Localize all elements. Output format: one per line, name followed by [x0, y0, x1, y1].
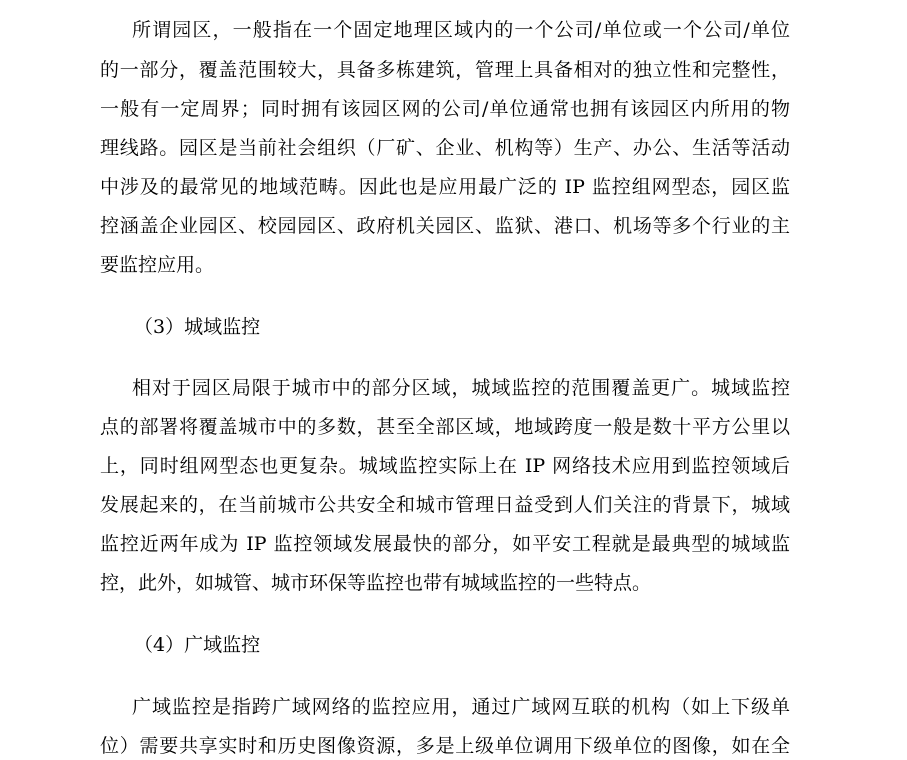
text-line: 理线路。园区是当前社会组织（厂矿、企业、机构等）生产、办公、生活等活动 — [100, 137, 790, 159]
text-line: 相对于园区局限于城市中的部分区域，城域监控的范围覆盖更广。城域监控 — [132, 377, 790, 399]
text-line: 上，同时组网型态也更复杂。城域监控实际上在 IP 网络技术应用到监控领域后 — [100, 455, 790, 477]
text-line: 中涉及的最常见的地域范畴。因此也是应用最广泛的 IP 监控组网型态，园区监 — [100, 176, 790, 198]
text-line: 控，此外，如城管、城市环保等监控也带有城域监控的一些特点。 — [100, 572, 652, 594]
text-line: 的一部分，覆盖范围较大，具备多栋建筑，管理上具备相对的独立性和完整性， — [100, 59, 790, 81]
text-line: 控涵盖企业园区、校园园区、政府机关园区、监狱、港口、机场等多个行业的主 — [100, 215, 790, 237]
text-line: 位）需要共享实时和历史图像资源，多是上级单位调用下级单位的图像，如在全 — [100, 735, 790, 757]
text-line: 一般有一定周界；同时拥有该园区网的公司/单位通常也拥有该园区内所用的物 — [100, 98, 790, 120]
text-line: 点的部署将覆盖城市中的多数，甚至全部区域，地域跨度一般是数十平方公里以 — [100, 416, 790, 438]
text-line: 广域监控是指跨广域网络的监控应用，通过广域网互联的机构（如上下级单 — [132, 696, 790, 718]
text-line: 发展起来的，在当前城市公共安全和城市管理日益受到人们关注的背景下，城域 — [100, 494, 790, 516]
section-heading-wide-area: （4）广域监控 — [134, 634, 261, 656]
text-line: 监控近两年成为 IP 监控领域发展最快的部分，如平安工程就是最典型的城域监 — [100, 533, 790, 555]
text-line: 所谓园区，一般指在一个固定地理区域内的一个公司/单位或一个公司/单位 — [132, 19, 790, 41]
text-line: 要监控应用。 — [100, 254, 215, 276]
section-heading-metro: （3）城域监控 — [134, 316, 261, 338]
